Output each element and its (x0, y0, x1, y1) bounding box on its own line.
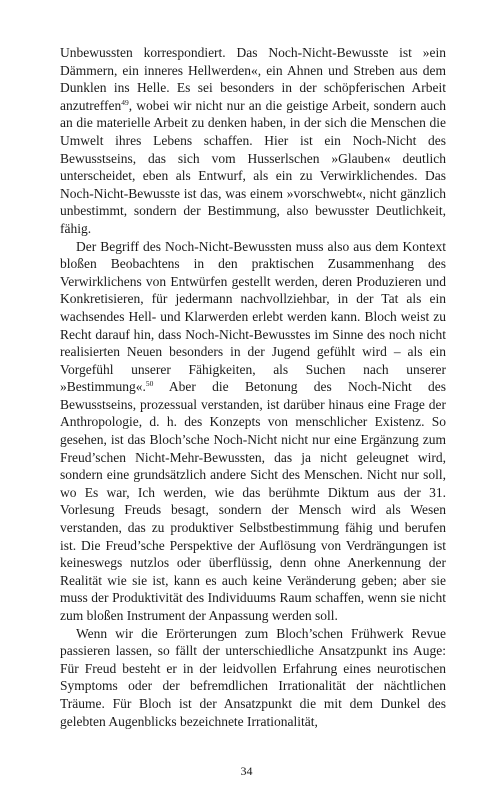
paragraph-1-text-a: Unbewussten korrespondiert. Das Noch-Nicht-Bewusste ist »ein Dämmern, ein inneres Hellwerden«, ein Ahnen und Streben aus dem Dunklen ins Helle. Es sei besonders in der schöpferischen Arbeit anzutreffen (60, 45, 446, 113)
paragraph-2-text-b: Aber die Betonung des Noch-Nicht des Bewusstseins, prozessual verstanden, ist darüber hinaus eine Frage der Anthropologie, d. h. des Konzepts von menschlicher Existenz. So gesehen, ist das Bloch’sche Noch-Nicht nicht nur eine Ergänzung zum Freud’schen Nicht-Mehr-Bewussten, das ja nicht geleugnet wird, sondern eine grundsätzlich andere Sicht des Menschen. Nicht nur soll, wo Es war, Ich werden, wie das berühmte Diktum aus der 31. Vorlesung Freuds besagt, sondern der Mensch wird als Wesen verstanden, das zu produktiver Selbstbestimmung fähig und berufen ist. Die Freud’sche Perspektive der Auflösung von Verdrängungen ist keineswegs nutzlos oder überflüssig, denn ohne Anerkennung der Realität wie sie ist, kann es auch keine Veränderung geben; aber sie muss der Produktivität des Individuums Raum schaffen, wenn sie nicht zum bloßen Instrument der Anpassung werden soll. (60, 379, 446, 623)
footnote-ref-50[interactable]: 50 (145, 379, 154, 389)
footnote-ref-49[interactable]: 49 (121, 97, 129, 107)
page-number: 34 (240, 764, 253, 778)
page-body (60, 44, 446, 730)
paragraph-3-text-a: Wenn wir die Erörterungen zum Bloch’schen Frühwerk Revue passieren lassen, so fällt der unterschiedliche Ansatzpunkt ins Auge: Für Freud besteht er in der leidvollen Erfahrung eines neurotischen Symptoms oder der befremdlichen Irrationalität der nächtlichen Träume. Für Bloch ist der Ansatzpunkt die mit dem Dunkel des gelebten Augenblicks bezeichnete Irrationalität, (60, 625, 446, 729)
paragraph-1-text-b: , wobei wir nicht nur an die geistige Arbeit, sondern auch an die materielle Arbeit zu denken haben, in der sich die Menschen die Umwelt ihres Lebens schaffen. Hier ist ein Noch-Nicht des Bewusstseins, das sich vom Husserlschen »Glauben« deutlich unterscheidet, eben als Entwurf, als ein zu Verwirklichendes. Das Noch-Nicht-Bewusste ist das, was einem »vorschwebt«, nicht gänzlich unbestimmt, sondern der Bestimmung, also bewusster Deutlichkeit, fähig. (60, 97, 446, 236)
paragraph-3 (60, 625, 446, 731)
paragraph-2-text-a: Der Begriff des Noch-Nicht-Bewussten muss also aus dem Kontext bloßen Beobachtens in den praktischen Zusammenhang des Verwirklichens von Entwürfen gestellt werden, deren Produzieren und Konkretisieren, für jedermann nachvollziehbar, in der Tat als ein wachsendes Hell- und Klarwerden erlebt werden kann. Bloch weist zu Recht darauf hin, dass Noch-Nicht-Bewusstes im Sinne des noch nicht realisierten Neuen besonders in der Jugend gefühlt wird – als ein Vorgefühl unserer Fähigkeiten, als Suchen nach unserer »Bestimmung«. (60, 238, 446, 395)
paragraph-2 (60, 238, 446, 625)
paragraph-1 (60, 44, 446, 238)
